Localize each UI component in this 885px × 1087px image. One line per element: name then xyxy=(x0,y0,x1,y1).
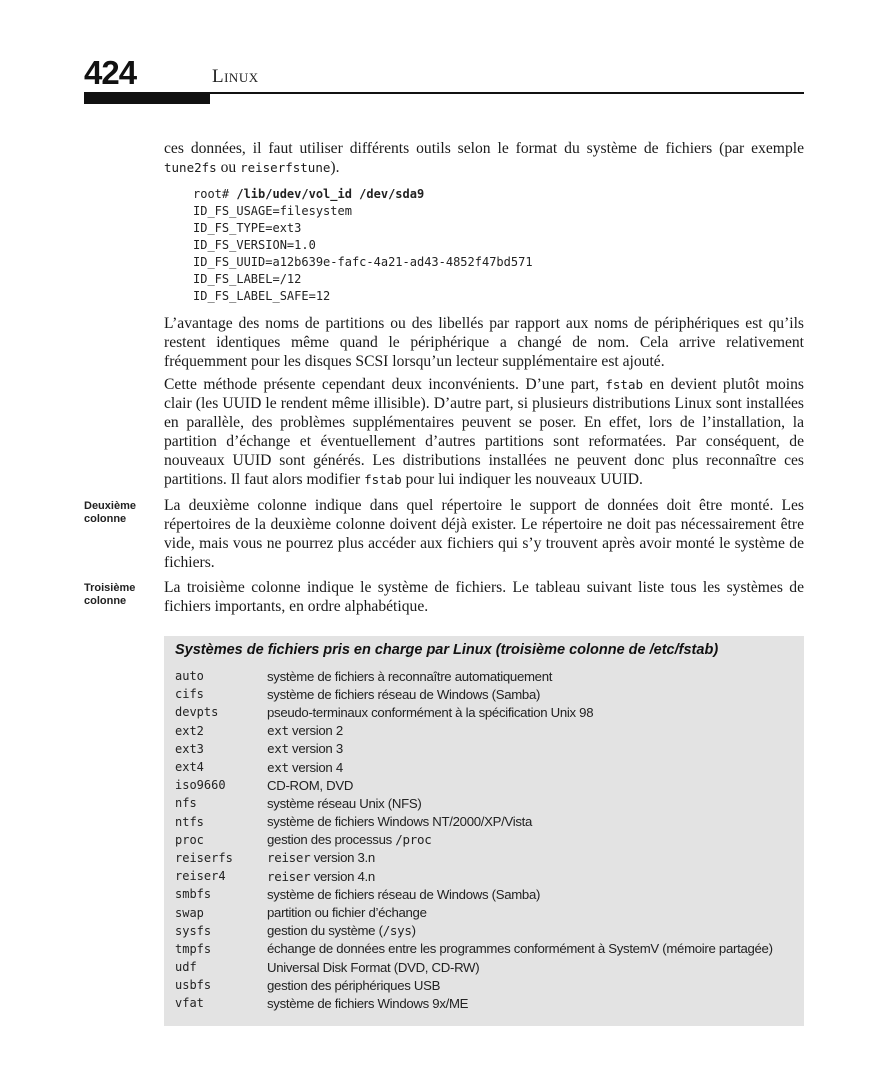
method-text-1: Cette méthode présente cependant deux inconvénients. D’une part, xyxy=(164,376,606,393)
fs-description xyxy=(267,850,375,865)
table-rows xyxy=(175,667,800,1013)
fs-name: nfs xyxy=(175,796,197,811)
code-block xyxy=(193,186,533,305)
fs-description xyxy=(267,687,540,702)
table-row xyxy=(175,885,800,903)
fs-name: ext3 xyxy=(175,741,204,756)
fs-desc-code: ext xyxy=(267,723,289,739)
table-row xyxy=(175,813,800,831)
fs-name: tmpfs xyxy=(175,941,212,956)
method-paragraph xyxy=(164,375,804,489)
fs-description xyxy=(267,923,416,938)
fs-description xyxy=(267,723,343,738)
code-output-line: ID_FS_VERSION=1.0 xyxy=(193,238,316,252)
code-output-line: ID_FS_UUID=a12b639e-fafc-4a21-ad43-4852f47bd571 xyxy=(193,255,533,269)
fs-desc-text: gestion des périphériques USB xyxy=(267,977,441,993)
fs-description xyxy=(267,905,427,920)
fs-desc-text: système de fichiers réseau de Windows (Samba) xyxy=(267,686,541,702)
fs-description xyxy=(267,741,343,756)
table-row xyxy=(175,667,800,685)
header-bar xyxy=(84,92,210,104)
fs-name: sysfs xyxy=(175,923,212,938)
fs-desc-code: ext xyxy=(267,741,289,757)
fs-desc-text: Universal Disk Format (DVD, CD-RW) xyxy=(267,959,480,975)
method-code-fstab-2: fstab xyxy=(364,472,402,487)
fs-name: reiserfs xyxy=(175,850,233,865)
fs-description xyxy=(267,796,421,811)
fs-desc-text: CD-ROM, DVD xyxy=(267,777,354,793)
fs-desc-prefix: gestion du système ( xyxy=(267,923,383,939)
table-row xyxy=(175,976,800,994)
fs-description xyxy=(267,887,540,902)
intro-tool-reiserfstune: reiserfstune xyxy=(240,160,331,175)
fs-desc-text: système de fichiers à reconnaître automatiquement xyxy=(267,668,553,684)
fs-name: ext2 xyxy=(175,723,204,738)
fs-description xyxy=(267,832,431,847)
table-row xyxy=(175,922,800,940)
fs-description xyxy=(267,669,552,684)
fs-desc-text: version 2 xyxy=(288,723,343,739)
method-text-2: en devient plutôt moins clair (les UUID le rendent même illisible). D’autre part, si plusieurs distributions Linux sont installées en parallèle, des problèmes supplémentaires peuvent se poser. En effet, lors de l’installation, la partition d’échange et éventuellement d’autres partitions sont reformatées. Par conséquent, de nouveaux UUID sont générés. Les distributions installées ne peuvent donc plus reconnaître ces partitions. Il faut alors modifier xyxy=(164,376,804,488)
table-row xyxy=(175,722,800,740)
table-row xyxy=(175,740,800,758)
fs-description xyxy=(267,778,353,793)
fs-name: ntfs xyxy=(175,814,204,829)
third-column-paragraph xyxy=(164,578,804,616)
table-row xyxy=(175,794,800,812)
fs-name: vfat xyxy=(175,996,204,1011)
table-row xyxy=(175,685,800,703)
table-row xyxy=(175,867,800,885)
fs-name: iso9660 xyxy=(175,778,226,793)
fs-name: reiser4 xyxy=(175,869,226,884)
fs-desc-prefix: gestion des processus xyxy=(267,832,396,848)
code-prompt: root# xyxy=(193,187,237,201)
second-column-text: La deuxième colonne indique dans quel répertoire le support de données doit être monté. Les répertoires de la deuxième colonne doivent déjà exister. Le répertoire ne doit pas nécessairement être vide, mais vous ne pourrez plus accéder aux fichiers qui s’y trouvent après avoir monté le système de fichiers. xyxy=(164,497,804,571)
margin-note-second-column: Deuxième colonne xyxy=(84,500,136,525)
table-title xyxy=(175,642,718,658)
fs-desc-text: partition ou fichier d’échange xyxy=(267,905,427,921)
fs-desc-text: système réseau Unix (NFS) xyxy=(267,795,422,811)
method-code-fstab-1: fstab xyxy=(605,377,644,392)
fs-name: proc xyxy=(175,832,204,847)
table-title-path: /etc/fstab xyxy=(649,642,714,658)
table-row xyxy=(175,758,800,776)
fs-description xyxy=(267,705,593,720)
fs-desc-text: version 3 xyxy=(288,741,343,757)
fs-name: smbfs xyxy=(175,887,212,902)
intro-end: ). xyxy=(330,159,340,176)
fs-description xyxy=(267,760,343,775)
code-command: /lib/udev/vol_id /dev/sda9 xyxy=(236,187,425,201)
margin-note-third-column: Troisième colonne xyxy=(84,582,136,607)
intro-text: ces données, il faut utiliser différents outils selon le format du système de fichiers (par exemple xyxy=(164,140,804,157)
fs-desc-text: version 4 xyxy=(288,759,343,775)
fs-name: ext4 xyxy=(175,760,204,775)
table-title-main: Systèmes de fichiers pris en charge par Linux (troisième colonne de xyxy=(175,642,650,658)
code-output-line: ID_FS_LABEL=/12 xyxy=(193,272,302,286)
table-row xyxy=(175,776,800,794)
fs-desc-code: ext xyxy=(267,759,289,775)
fs-name: usbfs xyxy=(175,978,212,993)
table-row xyxy=(175,831,800,849)
fs-desc-text: échange de données entre les programmes conformément à SystemV (mémoire partagée) xyxy=(267,941,773,957)
page-number: 424 xyxy=(84,54,137,91)
third-column-text: La troisième colonne indique le système de fichiers. Le tableau suivant liste tous les systèmes de fichiers importants, en ordre alphabétique. xyxy=(164,579,804,615)
fs-desc-text: version 3.n xyxy=(310,850,375,866)
intro-or: ou xyxy=(216,159,241,176)
fs-name: swap xyxy=(175,905,204,920)
table-row xyxy=(175,849,800,867)
fs-name: cifs xyxy=(175,687,204,702)
intro-paragraph xyxy=(164,139,804,177)
fs-desc-text: système de fichiers réseau de Windows (Samba) xyxy=(267,886,541,902)
fs-desc-text: système de fichiers Windows 9x/ME xyxy=(267,995,469,1011)
fs-name: auto xyxy=(175,669,204,684)
fs-desc-code: reiser xyxy=(267,868,311,884)
fs-description xyxy=(267,960,479,975)
table-row xyxy=(175,958,800,976)
fs-description xyxy=(267,869,375,884)
fs-description xyxy=(267,814,532,829)
fs-desc-code: /sys xyxy=(382,923,412,939)
fs-description xyxy=(267,978,440,993)
running-title xyxy=(212,66,259,88)
fs-description xyxy=(267,941,773,956)
fs-desc-text: système de fichiers Windows NT/2000/XP/Vista xyxy=(267,814,533,830)
intro-tool-tune2fs: tune2fs xyxy=(164,160,217,175)
table-title-end: ) xyxy=(713,642,719,658)
fs-desc-text: ) xyxy=(411,923,416,939)
code-output-line: ID_FS_USAGE=filesystem xyxy=(193,204,352,218)
fs-desc-code: /proc xyxy=(395,832,432,848)
table-row xyxy=(175,703,800,721)
fs-desc-text: pseudo-terminaux conformément à la spécification Unix 98 xyxy=(267,704,594,720)
second-column-paragraph xyxy=(164,496,804,572)
code-output-line: ID_FS_LABEL_SAFE=12 xyxy=(193,289,331,303)
table-row xyxy=(175,903,800,921)
fs-desc-code: reiser xyxy=(267,850,311,866)
table-row xyxy=(175,940,800,958)
fs-name: devpts xyxy=(175,705,219,720)
filesystem-table xyxy=(164,636,804,1026)
fs-desc-text: version 4.n xyxy=(310,868,375,884)
method-text-3: pour lui indiquer les nouveaux UUID. xyxy=(401,471,643,488)
fs-name: udf xyxy=(175,960,197,975)
code-command-line xyxy=(193,186,533,203)
code-output-line: ID_FS_TYPE=ext3 xyxy=(193,221,302,235)
running-title-text: Linux xyxy=(212,66,259,87)
fs-description xyxy=(267,996,468,1011)
advantage-text: L’avantage des noms de partitions ou des libellés par rapport aux noms de périphériques est qu’ils restent identiques même quand le périphérique a changé de nom. Cela arrive relativement fréquemment pour les disques SCSI lorsqu’un lecteur supplémentaire est ajouté. xyxy=(164,315,804,370)
table-row xyxy=(175,994,800,1012)
advantage-paragraph xyxy=(164,314,804,371)
